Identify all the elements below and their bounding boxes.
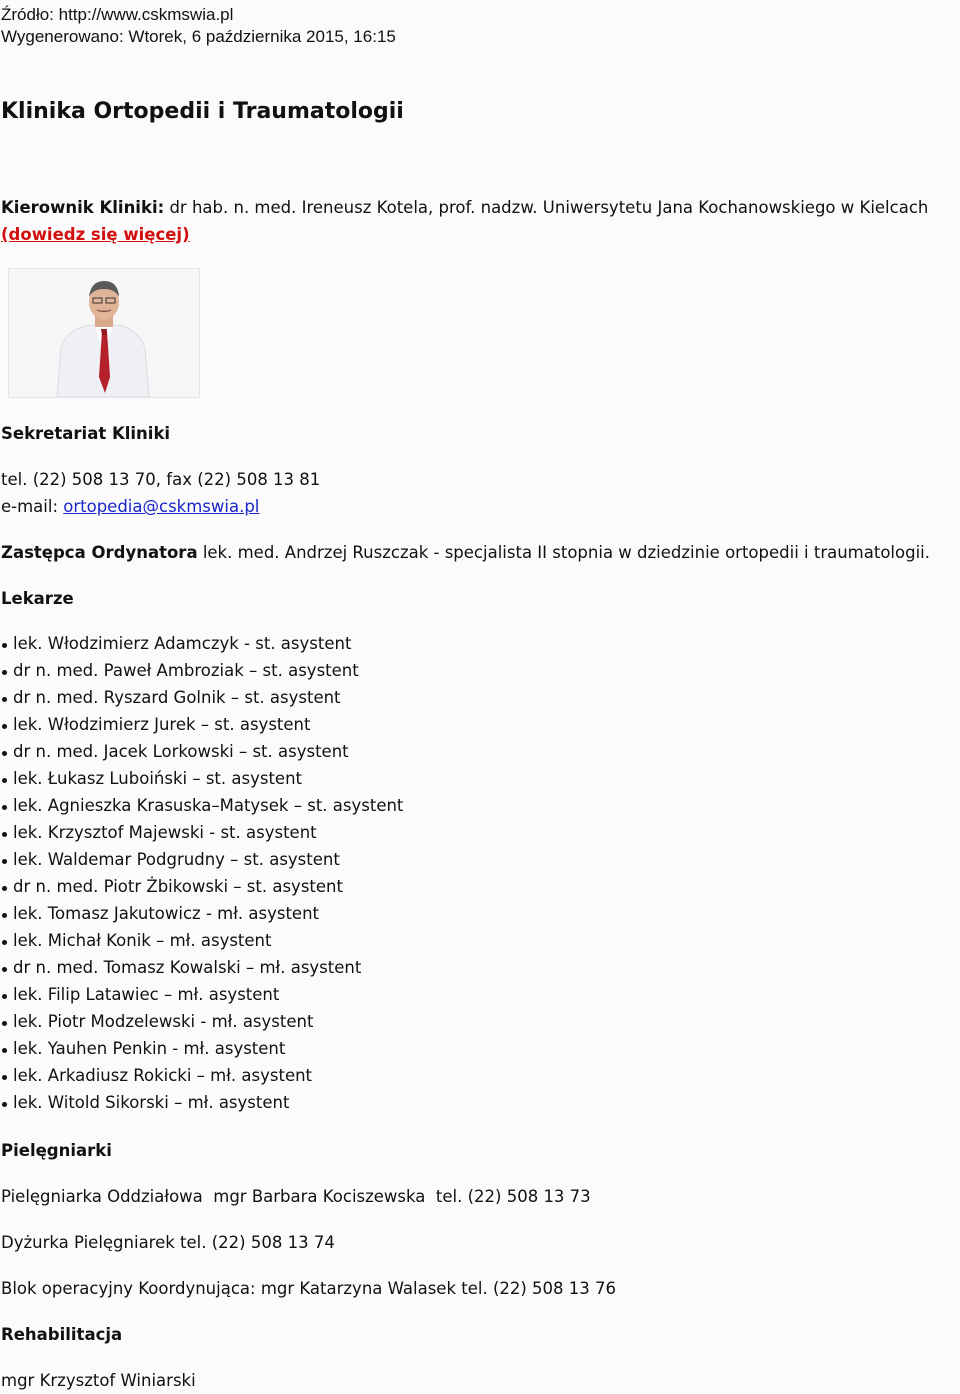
clinic-head-text: dr hab. n. med. Ireneusz Kotela, prof. nadzw. Uniwersytetu Jana Kochanowskiego w Kielcach [164,198,929,217]
list-item: lek. Arkadiusz Rokicki – mł. asystent [0,1062,403,1089]
secretariat-phone: tel. (22) 508 13 70, fax (22) 508 13 81 [1,470,321,489]
operating-block-line: Blok operacyjny Koordynująca: mgr Katarzyna Walasek tel. (22) 508 13 76 [1,1279,617,1298]
duty-room-line: Dyżurka Pielęgniarek tel. (22) 508 13 74 [1,1233,335,1252]
doctors-list [0,630,403,1116]
deputy-label: Zastępca Ordynatora [1,543,198,562]
list-item: lek. Yauhen Penkin - mł. asystent [0,1035,403,1062]
page-title: Klinika Ortopedii i Traumatologii [1,99,404,124]
deputy-text: lek. med. Andrzej Ruszczak - specjalista II stopnia w dziedzinie ortopedii i traumatologii. [197,543,930,562]
secretariat-email-row [1,493,259,520]
list-item: dr n. med. Paweł Ambroziak – st. asystent [0,657,403,684]
head-portrait-photo [8,268,200,398]
list-item: dr n. med. Ryszard Golnik – st. asystent [0,684,403,711]
head-nurse-line: Pielęgniarka Oddziałowa mgr Barbara Kociszewska tel. (22) 508 13 73 [1,1187,591,1206]
list-item: lek. Włodzimierz Adamczyk - st. asystent [0,630,403,657]
list-item: lek. Łukasz Luboiński – st. asystent [0,765,403,792]
list-item: dr n. med. Jacek Lorkowski – st. asystent [0,738,403,765]
secretariat-heading: Sekretariat Kliniki [1,424,171,443]
doctors-heading: Lekarze [1,589,74,608]
clinic-head [1,194,960,248]
source-line: Źródło: http://www.cskmswia.pl [1,5,234,24]
learn-more-link[interactable]: (dowiedz się więcej) [1,225,190,244]
portrait-image-icon [9,269,199,397]
list-item: lek. Włodzimierz Jurek – st. asystent [0,711,403,738]
list-item: lek. Waldemar Podgrudny – st. asystent [0,846,403,873]
list-item: lek. Agnieszka Krasuska–Matysek – st. asystent [0,792,403,819]
nurses-heading: Pielęgniarki [1,1141,112,1160]
rehab-name: mgr Krzysztof Winiarski [1,1371,196,1390]
list-item: lek. Filip Latawiec – mł. asystent [0,981,403,1008]
list-item: lek. Michał Konik – mł. asystent [0,927,403,954]
generated-line: Wygenerowano: Wtorek, 6 października 2015, 16:15 [1,27,396,46]
list-item: lek. Witold Sikorski – mł. asystent [0,1089,403,1116]
list-item: dr n. med. Tomasz Kowalski – mł. asystent [0,954,403,981]
deputy-row [1,539,930,566]
email-label: e-mail: [1,497,64,516]
list-item: lek. Piotr Modzelewski - mł. asystent [0,1008,403,1035]
list-item: dr n. med. Piotr Żbikowski – st. asystent [0,873,403,900]
rehab-heading: Rehabilitacja [1,1325,123,1344]
list-item: lek. Krzysztof Majewski - st. asystent [0,819,403,846]
email-link[interactable]: ortopedia@cskmswia.pl [63,497,260,516]
list-item: lek. Tomasz Jakutowicz - mł. asystent [0,900,403,927]
clinic-head-label: Kierownik Kliniki: [1,198,165,217]
